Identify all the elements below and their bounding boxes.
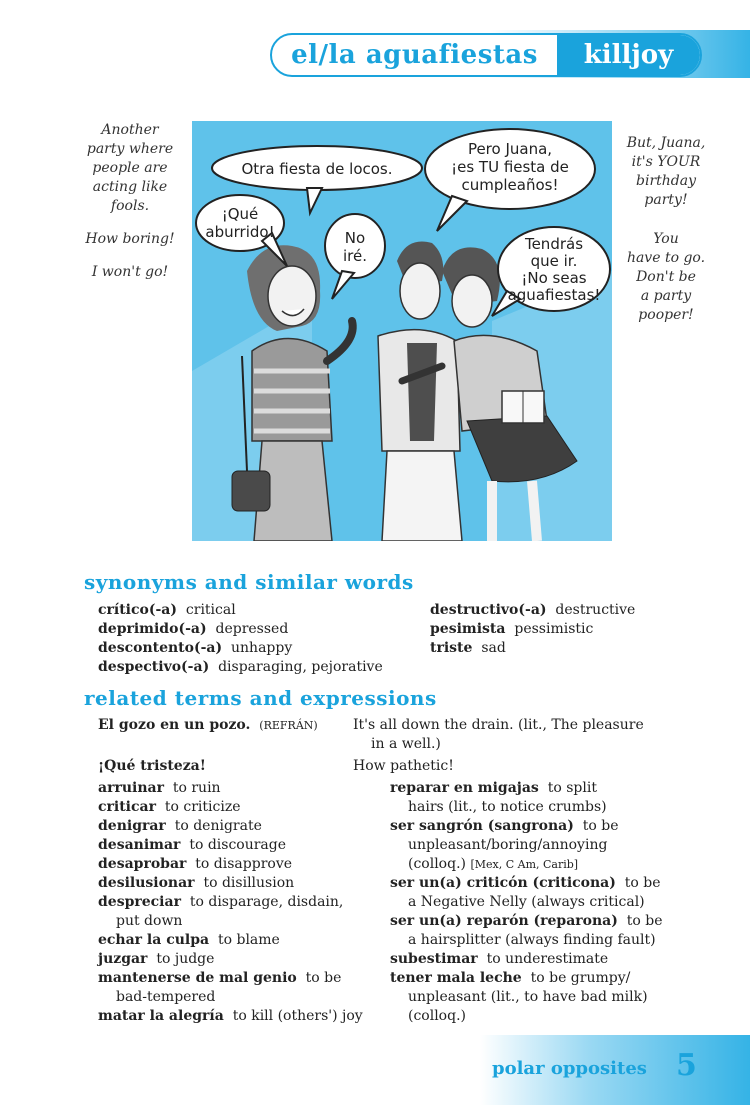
entry-term: tener mala leche	[390, 970, 522, 986]
bubble-text: No	[344, 229, 366, 247]
synonym-entry	[98, 658, 383, 677]
entry-register: (colloq.)	[408, 856, 466, 872]
entry-def: destructive	[555, 602, 636, 618]
entry-def: to be	[626, 913, 663, 929]
entry-def: to blame	[217, 932, 280, 948]
left-caption-line: Another party where people are acting like fools.	[86, 122, 174, 214]
entry-term: deprimido(-a)	[98, 621, 207, 637]
synonym-entry	[98, 601, 236, 620]
page-number: 5	[676, 1048, 697, 1083]
right-caption	[620, 134, 712, 339]
title-spanish: el/la aguafiestas	[291, 40, 538, 70]
entry-def: to split	[547, 780, 597, 796]
related-entry	[390, 874, 661, 893]
expression-def: How pathetic!	[353, 758, 454, 774]
related-entry	[390, 969, 630, 988]
bubble-text: ¡es TU fiesta de	[451, 158, 569, 176]
bubble-text: ¡No seas	[521, 269, 587, 287]
entry-def: to ruin	[172, 780, 221, 796]
entry-term: descontento(-a)	[98, 640, 223, 656]
entry-def: sad	[481, 640, 506, 656]
entry-term: destructivo(-a)	[430, 602, 547, 618]
entry-term: ¡Qué tristeza!	[98, 758, 206, 774]
left-caption-line: I won't go!	[91, 264, 169, 280]
entry-def: to be	[305, 970, 342, 986]
entry-term: reparar en migajas	[390, 780, 539, 796]
entry-continuation: put down	[116, 913, 183, 929]
entry-term: pesimista	[430, 621, 506, 637]
entry-def: to disillusion	[203, 875, 295, 891]
related-entry	[98, 836, 286, 855]
entry-def: depressed	[215, 621, 289, 637]
synonym-entry	[430, 639, 506, 658]
entry-term: subestimar	[390, 951, 478, 967]
related-entry	[98, 969, 341, 988]
bubble-text: Pero Juana,	[467, 140, 553, 158]
synonym-entry	[98, 639, 292, 658]
entry-tag: (REFRÁN)	[259, 719, 318, 732]
entry-continuation: unpleasant/boring/annoying	[408, 837, 608, 853]
bubble-text: Tendrás	[524, 235, 584, 253]
related-entry	[390, 817, 619, 836]
related-entry	[98, 817, 262, 836]
expression-entry	[98, 716, 318, 735]
synonym-entry	[430, 620, 593, 639]
related-entry	[390, 912, 663, 931]
related-entry	[98, 874, 294, 893]
entry-continuation: bad-tempered	[116, 989, 216, 1005]
entry-def: to kill (others') joy	[232, 1008, 363, 1024]
cartoon-illustration	[192, 121, 612, 541]
entry-def: to be	[624, 875, 661, 891]
entry-def: unhappy	[231, 640, 293, 656]
entry-term: denigrar	[98, 818, 166, 834]
related-entry	[98, 893, 343, 912]
entry-term: desilusionar	[98, 875, 195, 891]
bubble-text: iré.	[342, 247, 368, 265]
entry-def: pessimistic	[514, 621, 594, 637]
bubble-text: aguafiestas!	[507, 286, 601, 304]
related-entry	[390, 950, 608, 969]
related-entry	[98, 798, 241, 817]
entry-continuation	[408, 855, 578, 874]
footer-section-label: polar opposites	[492, 1058, 647, 1079]
entry-term: triste	[430, 640, 473, 656]
right-caption-line: But, Juana, it's YOUR birthday party!	[626, 135, 706, 208]
entry-def: to underestimate	[486, 951, 609, 967]
entry-continuation: a Negative Nelly (always critical)	[408, 894, 645, 910]
entry-term: criticar	[98, 799, 156, 815]
entry-continuation: unpleasant (lit., to have bad milk)	[408, 989, 648, 1005]
entry-term: desanimar	[98, 837, 181, 853]
entry-term: desaprobar	[98, 856, 187, 872]
expression-entry	[98, 757, 206, 776]
title-banner	[270, 33, 702, 77]
entry-term: juzgar	[98, 951, 148, 967]
entry-term: despreciar	[98, 894, 181, 910]
related-entry	[98, 931, 280, 950]
entry-def: to be grumpy/	[530, 970, 631, 986]
entry-term: matar la alegría	[98, 1008, 224, 1024]
entry-term: ser un(a) reparón (reparona)	[390, 913, 618, 929]
related-entry	[98, 779, 221, 798]
entry-continuation: (colloq.)	[408, 1008, 466, 1024]
synonym-entry	[430, 601, 635, 620]
entry-def: to judge	[156, 951, 215, 967]
bubble-text: que ir.	[530, 252, 578, 270]
entry-term: crítico(-a)	[98, 602, 177, 618]
bubble-text: aburrido!	[205, 223, 275, 241]
left-caption	[78, 121, 182, 296]
entry-region: [Mex, C Am, Carib]	[470, 858, 579, 871]
entry-def: to disparage, disdain,	[189, 894, 344, 910]
entry-def: to be	[582, 818, 619, 834]
synonyms-heading: synonyms and similar words	[84, 570, 414, 594]
entry-def: to denigrate	[174, 818, 262, 834]
bubble-text: ¡Qué	[221, 205, 259, 223]
entry-continuation: hairs (lit., to notice crumbs)	[408, 799, 607, 815]
entry-term: ser sangrón (sangrona)	[390, 818, 574, 834]
entry-def: disparaging, pejorative	[218, 659, 383, 675]
related-entry	[390, 779, 597, 798]
synonym-entry	[98, 620, 288, 639]
entry-def: critical	[185, 602, 236, 618]
right-caption-line: You have to go. Don't be a party pooper!	[626, 231, 706, 323]
expression-def: It's all down the drain. (lit., The pleasure	[353, 717, 644, 733]
title-english: killjoy	[557, 35, 700, 75]
related-heading: related terms and expressions	[84, 686, 437, 710]
entry-def: to disapprove	[195, 856, 293, 872]
related-entry	[98, 855, 292, 874]
bubble-text: cumpleaños!	[461, 176, 559, 194]
entry-term: arruinar	[98, 780, 164, 796]
entry-term: echar la culpa	[98, 932, 210, 948]
related-entry	[98, 950, 214, 969]
entry-term: mantenerse de mal genio	[98, 970, 297, 986]
entry-def: to criticize	[164, 799, 241, 815]
left-caption-line: How boring!	[85, 231, 175, 247]
entry-continuation: a hairsplitter (always finding fault)	[408, 932, 656, 948]
bubble-text: Otra fiesta de locos.	[241, 160, 393, 178]
entry-term: ser un(a) criticón (criticona)	[390, 875, 616, 891]
expression-def: in a well.)	[371, 736, 441, 752]
entry-def: to discourage	[189, 837, 287, 853]
related-entry	[98, 1007, 363, 1026]
entry-term: despectivo(-a)	[98, 659, 210, 675]
entry-term: El gozo en un pozo.	[98, 717, 251, 733]
